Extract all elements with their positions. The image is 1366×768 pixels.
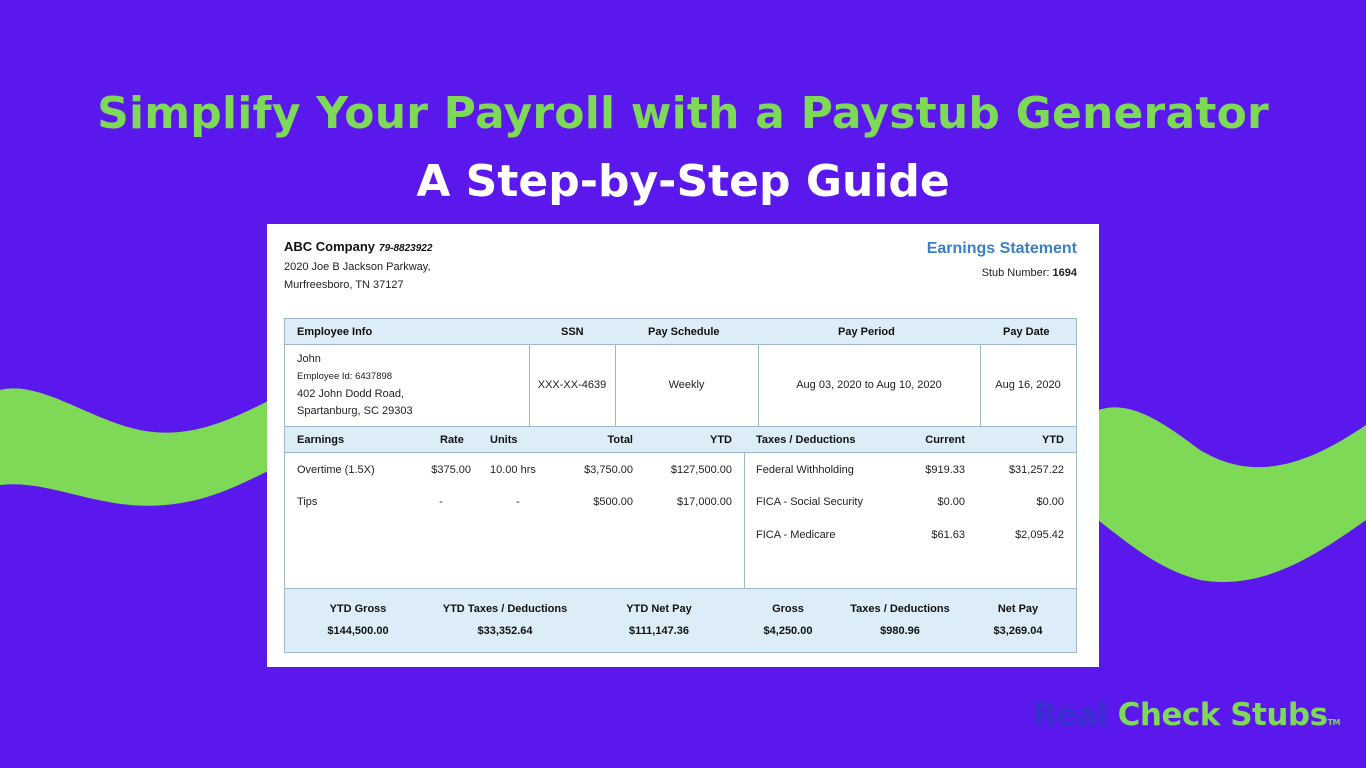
summary-gross: $4,250.00 [763,625,813,637]
header-employee-info: Employee Info [297,326,373,338]
stub-number: Stub Number: 1694 [981,267,1077,279]
earnings-statement-title: Earnings Statement [926,240,1077,257]
page-subtitle: A Step-by-Step Guide [416,156,950,207]
header-earnings-ytd: YTD [710,434,732,446]
earnings-deductions-table: Earnings Rate Units Total YTD Taxes / Deductions Current YTD Overtime (1.5X) $375.00 10.00 hrs $3,750.00 $127,500.00 Tips - - $500.00 $17,000.00 Federal Withholding $919.33 $31,257.22 FICA - Social Security $0.00 $0.00 FICA - Medicare $61.63 $2,095.42 [284,426,1077,589]
summary-net-pay: $3,269.04 [993,625,1043,637]
employee-id: Employee Id: 6437898 [297,371,393,382]
summary-label-ytd-net-pay: YTD Net Pay [626,603,692,615]
brand-logo: Real Check StubsTM [1032,697,1340,733]
company-name: ABC Company 79-8823922 [284,239,433,254]
summary-ytd-taxes: $33,352.64 [477,625,533,637]
header-rate: Rate [440,434,464,446]
header-pay-date: Pay Date [1003,326,1050,338]
employee-info-table [284,318,1077,427]
company-address-line1: 2020 Joe B Jackson Parkway, [284,261,431,273]
header-pay-period: Pay Period [838,326,895,338]
summary-taxes: $980.96 [880,625,920,637]
ssn-value: XXX-XX-4639 [537,379,607,391]
summary-label-net-pay: Net Pay [997,603,1039,615]
header-earnings: Earnings [297,434,345,446]
summary-ytd-net-pay: $111,147.36 [629,625,689,637]
header-taxes-deductions: Taxes / Deductions [756,434,856,446]
header-pay-schedule: Pay Schedule [648,326,720,338]
pay-schedule-value: Weekly [668,379,705,391]
summary-ytd-gross: $144,500.00 [327,625,389,637]
summary-label-gross: Gross [772,603,804,615]
paystub-document [267,224,1099,667]
company-address-line2: Murfreesboro, TN 37127 [284,279,404,291]
pay-summary [284,588,1077,653]
header-units: Units [490,434,518,446]
employee-name: John [297,353,321,365]
page-title: Simplify Your Payroll with a Paystub Generator [97,88,1269,139]
earnings-table-header [285,427,1076,453]
header-ssn: SSN [561,326,584,338]
employee-address-line1: 402 John Dodd Road, [297,388,405,400]
header-deductions-ytd: YTD [1042,434,1064,446]
header-current: Current [925,434,965,446]
company-ein: 79-8823922 [379,243,433,254]
employee-table-header [285,319,1076,345]
summary-label-taxes: Taxes / Deductions [850,603,950,615]
employee-address-line2: Spartanburg, SC 29303 [297,405,413,417]
pay-period-value: Aug 03, 2020 to Aug 10, 2020 [796,379,942,391]
summary-label-ytd-gross: YTD Gross [329,603,387,615]
summary-label-ytd-taxes: YTD Taxes / Deductions [442,603,568,615]
pay-date-value: Aug 16, 2020 [995,379,1061,391]
header-total: Total [607,434,633,446]
